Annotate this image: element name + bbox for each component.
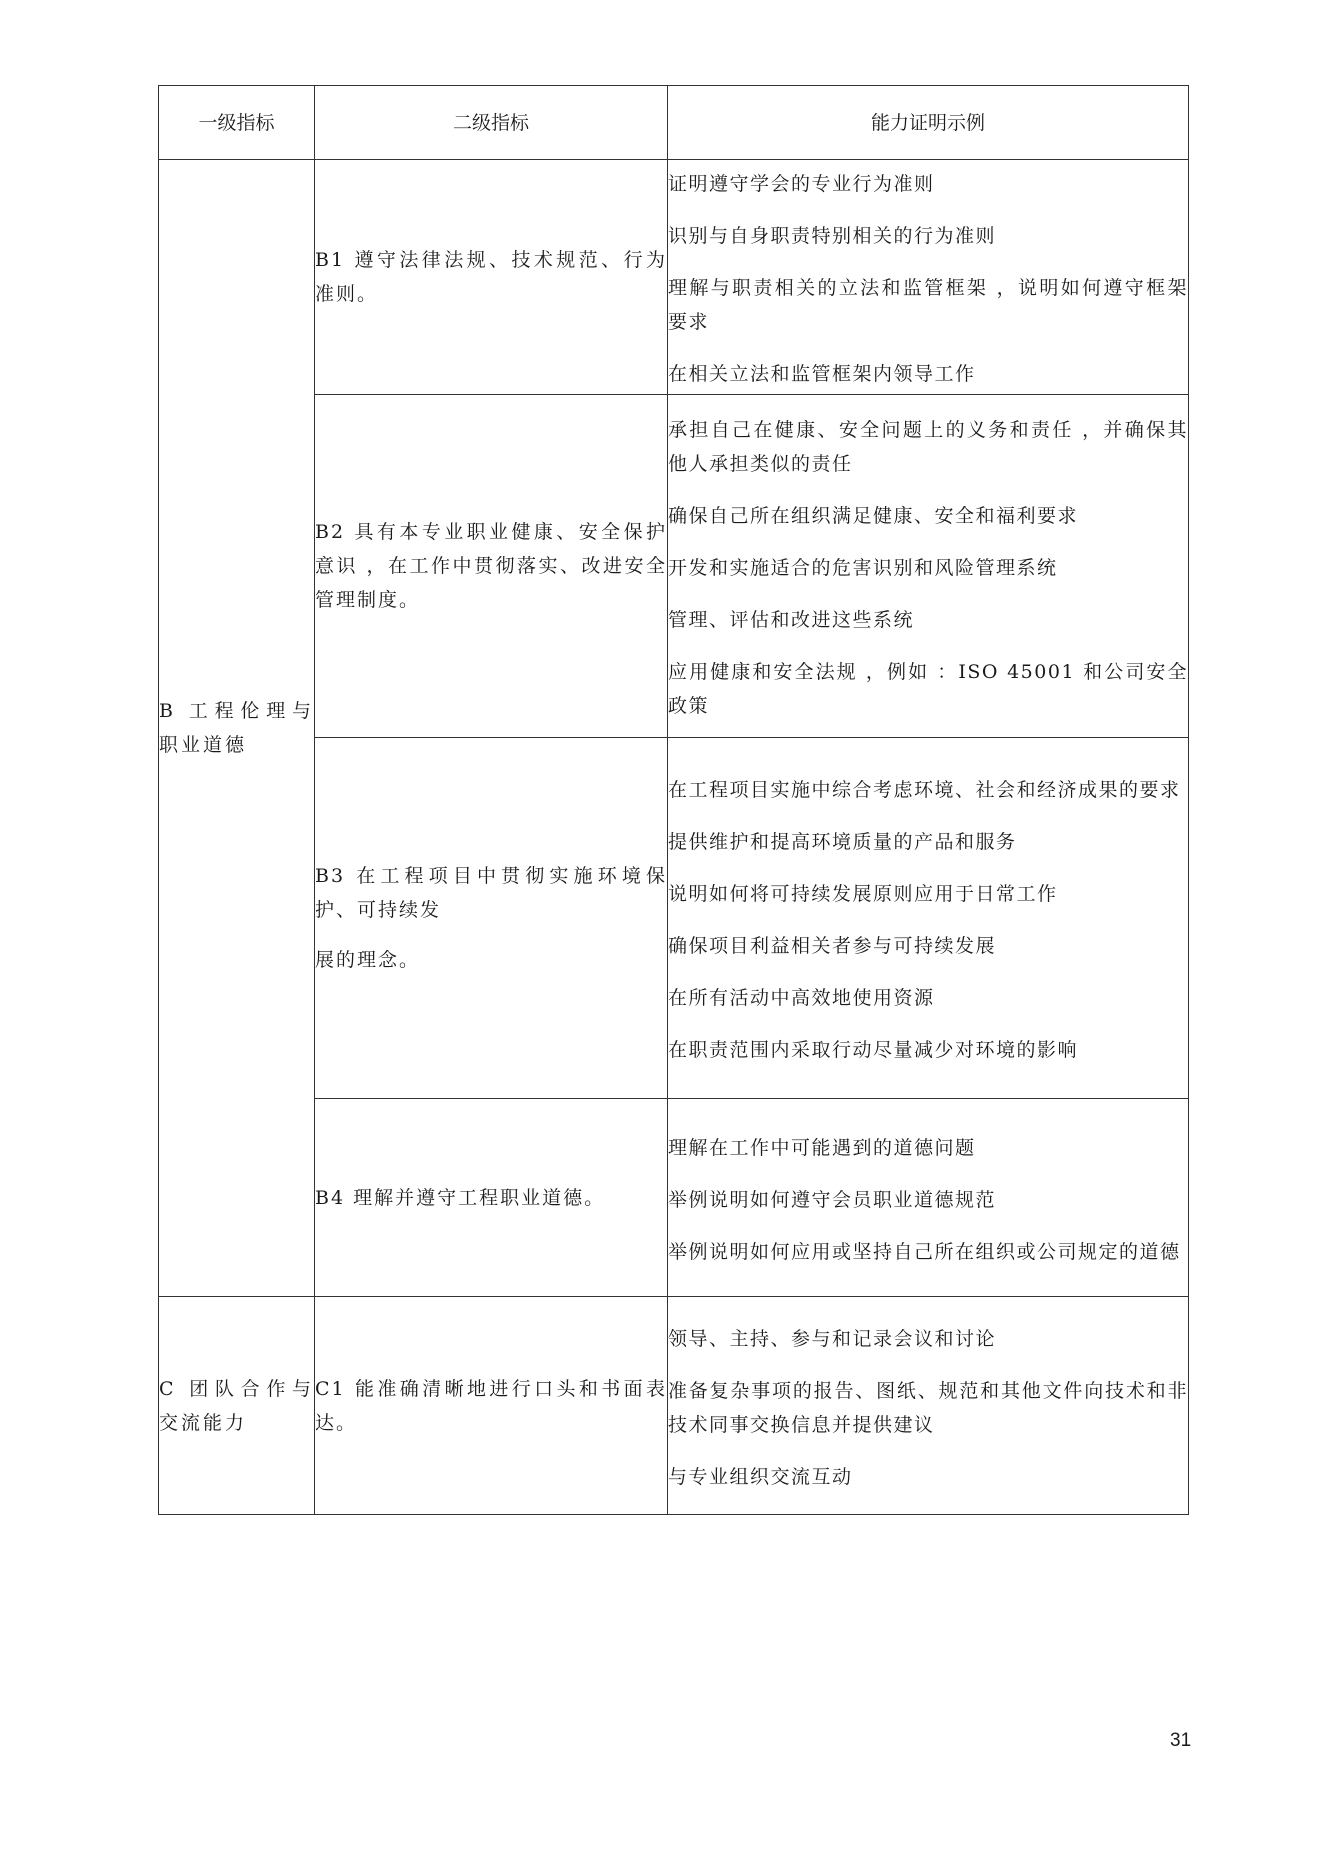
example-item: 确保自己所在组织满足健康、安全和福利要求	[668, 505, 1079, 527]
header-level1: 一级指标	[159, 86, 315, 160]
table-row	[159, 1297, 1189, 1515]
example-item: 准备复杂事项的报告、图纸、规范和其他文件向技术和非技术同事交换信息并提供建议	[668, 1379, 1188, 1436]
example-item: 在相关立法和监管框架内领导工作	[668, 363, 976, 385]
examples-cell	[668, 738, 1189, 1099]
example-item: 证明遵守学会的专业行为准则	[668, 173, 935, 195]
header-examples: 能力证明示例	[668, 86, 1189, 160]
level1-cell: C 团队合作与交流能力	[159, 1297, 315, 1515]
examples-cell	[668, 160, 1189, 395]
example-item: 管理、评估和改进这些系统	[668, 609, 915, 631]
level1-cell: B 工程伦理与职业道德	[159, 160, 315, 1297]
competency-table	[158, 85, 1189, 1515]
example-item: 领导、主持、参与和记录会议和讨论	[668, 1327, 997, 1350]
example-item: 举例说明如何应用或坚持自己所在组织或公司规定的道德	[668, 1240, 1181, 1263]
examples-cell	[668, 395, 1189, 738]
example-item: 在职责范围内采取行动尽量减少对环境的影响	[668, 1039, 1079, 1061]
examples-cell	[668, 1297, 1189, 1515]
example-item: 确保项目利益相关者参与可持续发展	[668, 935, 997, 957]
example-item: 与专业组织交流互动	[668, 1465, 853, 1488]
level2-cell: B3 在工程项目中贯彻实施环境保护、可持续发 展的理念。	[315, 738, 668, 1099]
example-item: 承担自己在健康、安全问题上的义务和责任 ，并确保其他人承担类似的责任	[668, 419, 1188, 475]
example-item: 理解在工作中可能遇到的道德问题	[668, 1136, 976, 1159]
header-level2: 二级指标	[315, 86, 668, 160]
example-item: 开发和实施适合的危害识别和风险管理系统	[668, 557, 1058, 579]
page-number: 31	[1170, 1730, 1192, 1751]
level2-cell: B4 理解并遵守工程职业道德。	[315, 1099, 668, 1297]
level2-cell: B2 具有本专业职业健康、安全保护意识 ，在工作中贯彻落实、改进安全管理制度。	[315, 395, 668, 738]
example-item: 识别与自身职责特别相关的行为准则	[668, 225, 997, 247]
examples-cell	[668, 1099, 1189, 1297]
example-item: 提供维护和提高环境质量的产品和服务	[668, 831, 1017, 853]
level2-cell: B1 遵守法律法规、技术规范、行为准则。	[315, 160, 668, 395]
example-item: 举例说明如何遵守会员职业道德规范	[668, 1188, 997, 1211]
example-item: 在工程项目实施中综合考虑环境、社会和经济成果的要求	[668, 779, 1181, 801]
example-item: 说明如何将可持续发展原则应用于日常工作	[668, 883, 1058, 905]
header-row	[159, 86, 1189, 160]
example-item: 理解与职责相关的立法和监管框架 ，说明如何遵守框架要求	[668, 277, 1188, 333]
level2-cell: C1 能准确清晰地进行口头和书面表达。	[315, 1297, 668, 1515]
example-item: 应用健康和安全法规 ，例如 ：ISO 45001 和公司安全政策	[668, 661, 1188, 717]
example-item: 在所有活动中高效地使用资源	[668, 987, 935, 1009]
table-row	[159, 160, 1189, 395]
